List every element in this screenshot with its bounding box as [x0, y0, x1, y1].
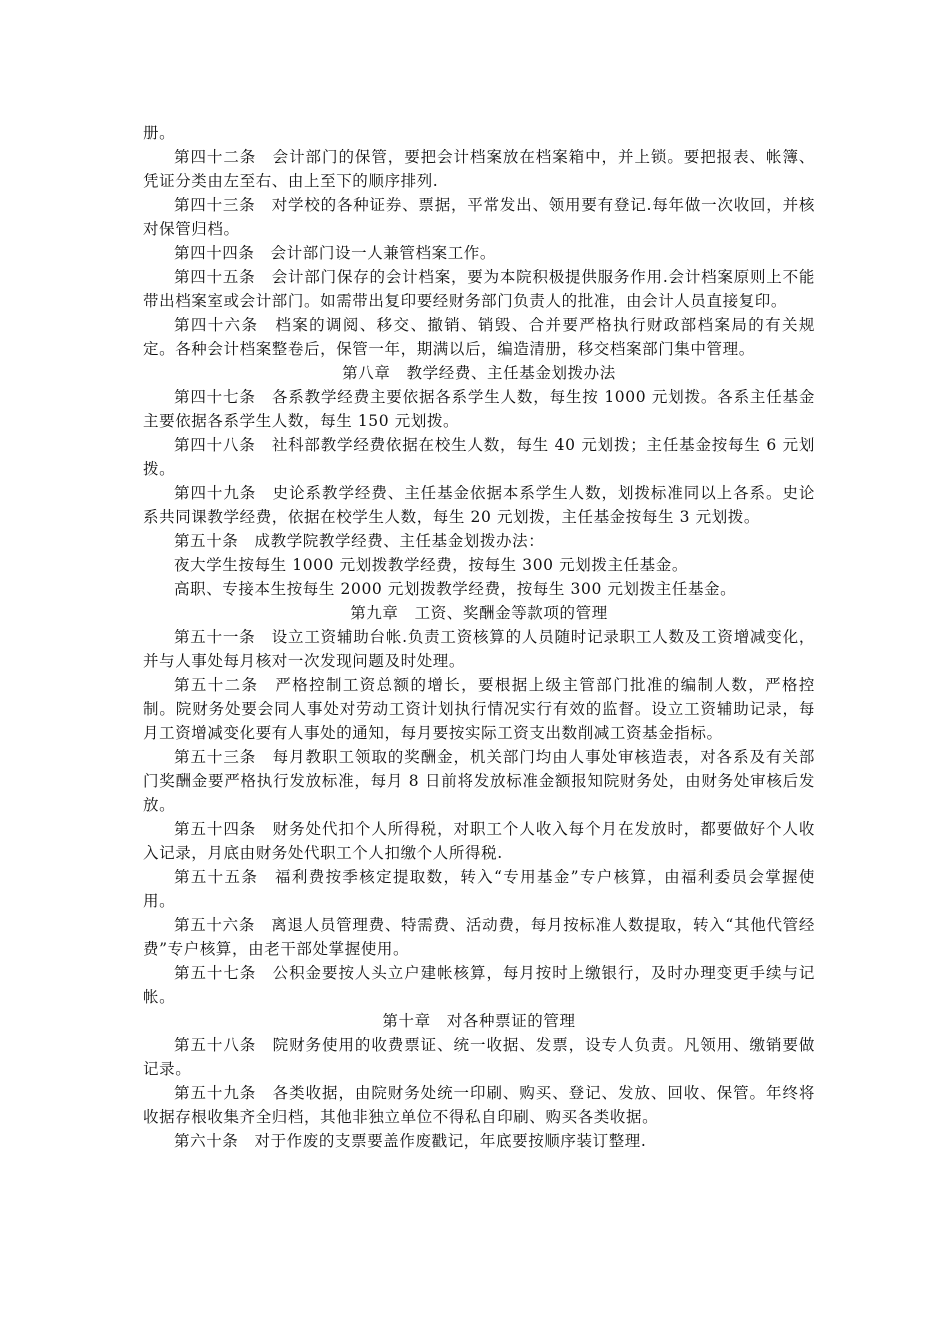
article-52: 第五十二条 严格控制工资总额的增长，要根据上级主管部门批准的编制人数，严格控制。院财务处要会同人事处对劳动工资计划执行情况实行有效的监督。设立工资辅助记录，每月工资增减变化要有人事处的通知，每月要按实际工资支出数削减工资基金指标。	[143, 676, 815, 742]
article-56: 第五十六条 离退人员管理费、特需费、活动费，每月按标准人数提取，转入“其他代管经费”专户核算，由老干部处掌握使用。	[143, 916, 815, 958]
chapter-10-heading: 第十章 对各种票证的管理	[382, 1012, 576, 1030]
article-51: 第五十一条 设立工资辅助台帐.负责工资核算的人员随时记录职工人数及工资增减变化，并与人事处每月核对一次发现问题及时处理。	[143, 628, 815, 670]
paragraph-continuation: 册。	[143, 124, 176, 142]
chapter-8-heading: 第八章 教学经费、主任基金划拨办法	[342, 364, 616, 382]
article-46: 第四十六条 档案的调阅、移交、撤销、销毁、合并要严格执行财政部档案局的有关规定。各种会计档案整卷后，保管一年，期满以后，编造清册，移交档案部门集中管理。	[143, 316, 815, 358]
article-42: 第四十二条 会计部门的保管，要把会计档案放在档案箱中，并上锁。要把报表、帐簿、凭证分类由左至右、由上至下的顺序排列.	[143, 148, 815, 190]
article-55: 第五十五条 福利费按季核定提取数，转入“专用基金”专户核算，由福利委员会掌握使用。	[143, 868, 815, 910]
article-50-item-2: 高职、专接本生按每生 2000 元划拨教学经费，按每生 300 元划拨主任基金。	[174, 580, 737, 598]
article-48: 第四十八条 社科部教学经费依据在校生人数，每生 40 元划拨；主任基金按每生 6 元划拨。	[143, 436, 815, 478]
article-60: 第六十条 对于作废的支票要盖作废戳记，年底要按顺序装订整理.	[174, 1132, 647, 1150]
article-50: 第五十条 成教学院教学经费、主任基金划拨办法：	[174, 532, 545, 550]
article-53: 第五十三条 每月教职工领取的奖酬金，机关部门均由人事处审核造表，对各系及有关部门奖酬金要严格执行发放标准，每月 8 日前将发放标准金额报知院财务处，由财务处审核后发放。	[143, 748, 815, 814]
article-47: 第四十七条 各系教学经费主要依据各系学生人数，每生按 1000 元划拨。各系主任基金主要依据各系学生人数，每生 150 元划拨。	[143, 388, 815, 430]
article-54: 第五十四条 财务处代扣个人所得税，对职工个人收入每个月在发放时，都要做好个人收入记录，月底由财务处代职工个人扣缴个人所得税.	[143, 820, 815, 862]
article-50-item-1: 夜大学生按每生 1000 元划拨教学经费，按每生 300 元划拨主任基金。	[174, 556, 688, 574]
article-57: 第五十七条 公积金要按人头立户建帐核算，每月按时上缴银行，及时办理变更手续与记帐。	[143, 964, 815, 1006]
article-45: 第四十五条 会计部门保存的会计档案，要为本院积极提供服务作用.会计档案原则上不能带出档案室或会计部门。如需带出复印要经财务部门负责人的批准，由会计人员直接复印。	[143, 268, 815, 310]
article-59: 第五十九条 各类收据，由院财务处统一印刷、购买、登记、发放、回收、保管。年终将收据存根收集齐全归档，其他非独立单位不得私自印刷、购买各类收据。	[143, 1084, 815, 1126]
article-44: 第四十四条 会计部门设一人兼管档案工作。	[174, 244, 497, 262]
article-43: 第四十三条 对学校的各种证券、票据，平常发出、领用要有登记.每年做一次收回，并核对保管归档。	[143, 196, 815, 238]
article-49: 第四十九条 史论系教学经费、主任基金依据本系学生人数，划拨标准同以上各系。史论系共同课教学经费，依据在校学生人数，每生 20 元划拨，主任基金按每生 3 元划拨。	[143, 484, 815, 526]
article-58: 第五十八条 院财务使用的收费票证、统一收据、发票，设专人负责。凡领用、缴销要做记录。	[143, 1036, 815, 1078]
chapter-9-heading: 第九章 工资、奖酬金等款项的管理	[350, 604, 608, 622]
document-body	[143, 121, 815, 1153]
